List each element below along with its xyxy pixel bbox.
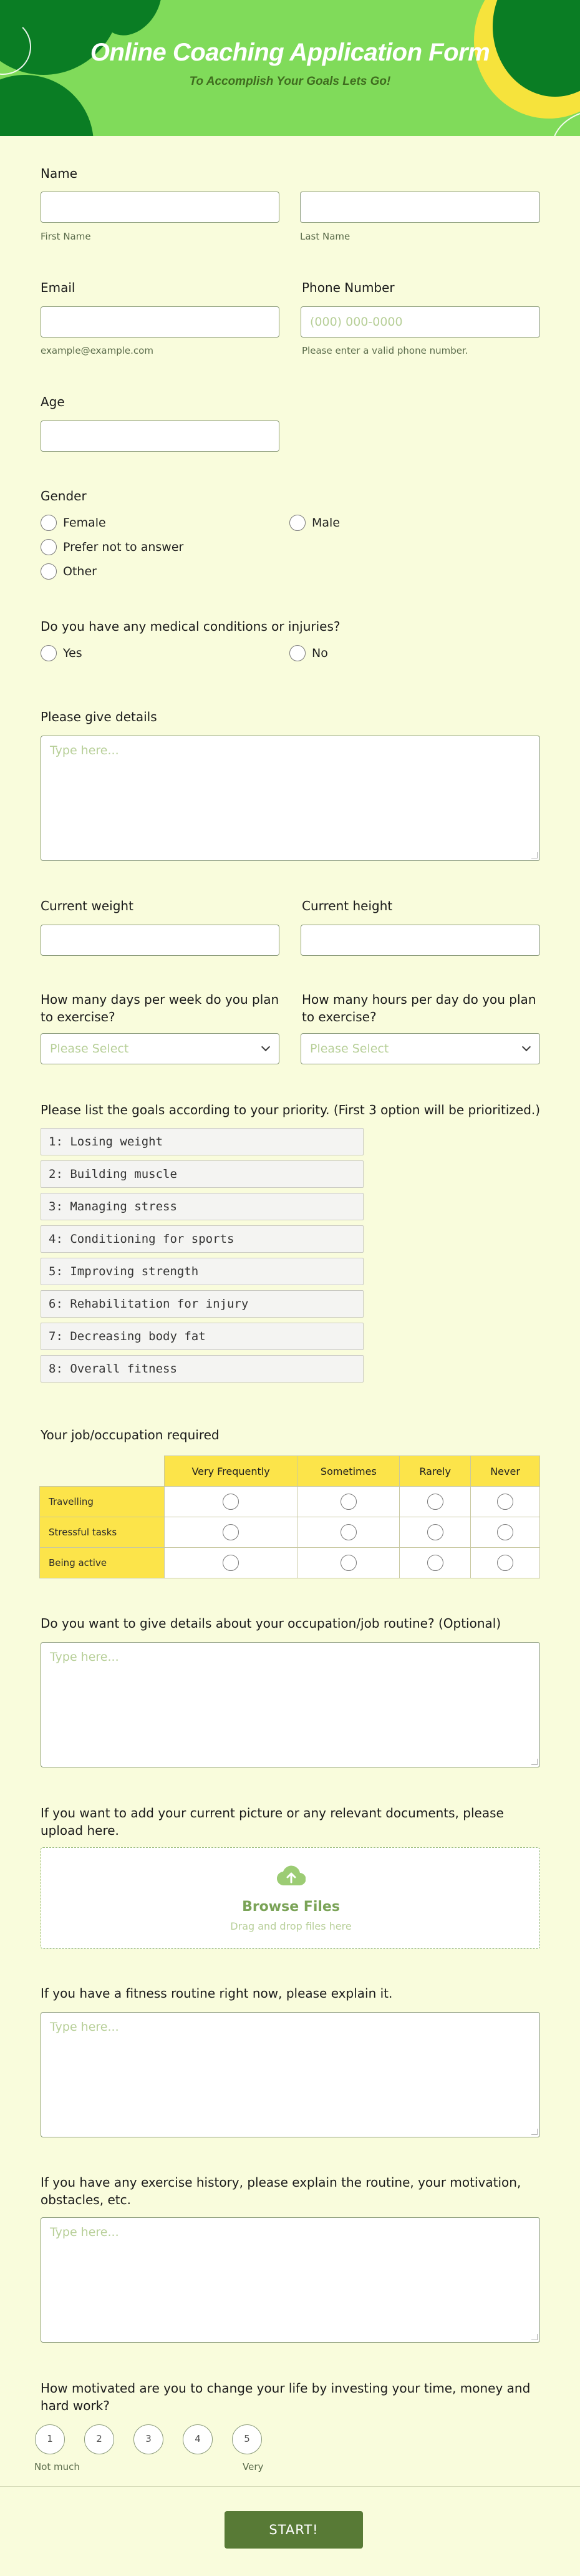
occupation-details-label: Do you want to give details about your occupation/job routine? (Optional)	[41, 1616, 501, 1631]
details-label: Please give details	[41, 709, 157, 724]
matrix-row	[40, 1548, 540, 1578]
gender-option-prefer-not[interactable]	[41, 538, 183, 556]
name-label: Name	[41, 166, 78, 181]
weight-input[interactable]	[41, 925, 279, 956]
matrix-radio[interactable]	[223, 1555, 239, 1571]
age-label: Age	[41, 394, 65, 409]
textarea-placeholder: Type here...	[50, 1650, 119, 1664]
scale-option-2[interactable]: 2	[84, 2424, 114, 2454]
start-button[interactable]: START!	[225, 2511, 363, 2549]
matrix-radio[interactable]	[341, 1524, 357, 1540]
select-placeholder: Please Select	[310, 1042, 389, 1056]
scale-option-3[interactable]: 3	[133, 2424, 163, 2454]
job-matrix	[39, 1456, 540, 1578]
matrix-column-header: Sometimes	[297, 1456, 400, 1487]
gender-option-other[interactable]	[41, 563, 97, 580]
radio-button[interactable]	[41, 515, 57, 531]
chevron-down-icon	[522, 1043, 531, 1051]
goal-item[interactable]: 7: Decreasing body fat	[41, 1323, 364, 1350]
scale-high-note: Very	[243, 2461, 264, 2472]
email-label: Email	[41, 280, 75, 295]
gender-option-female[interactable]	[41, 514, 106, 532]
matrix-radio[interactable]	[497, 1555, 513, 1571]
details-textarea[interactable]	[41, 736, 540, 861]
radio-button[interactable]	[289, 515, 306, 531]
medical-option-no[interactable]	[289, 644, 328, 662]
hours-label: How many hours per day do you plan to exercise?	[302, 992, 536, 1024]
goal-item[interactable]: 1: Losing weight	[41, 1128, 364, 1155]
footer-divider	[0, 2486, 580, 2487]
email-input[interactable]	[41, 306, 279, 338]
last-name-input[interactable]	[300, 192, 540, 223]
matrix-radio[interactable]	[427, 1555, 443, 1571]
phone-input[interactable]: (000) 000-0000	[301, 306, 540, 338]
radio-label: Other	[63, 565, 97, 578]
history-label: If you have any exercise history, please explain the routine, your motivation, obstacles, etc.	[41, 2175, 521, 2207]
days-label: How many days per week do you plan to exercise?	[41, 992, 279, 1024]
radio-button[interactable]	[41, 645, 57, 661]
medical-label: Do you have any medical conditions or injuries?	[41, 619, 341, 634]
radio-label: No	[312, 646, 328, 660]
browse-files-label[interactable]: Browse Files	[242, 1899, 340, 1915]
days-select[interactable]	[41, 1033, 279, 1064]
matrix-header-row	[40, 1456, 540, 1487]
phone-label: Phone Number	[302, 280, 395, 295]
radio-label: Female	[63, 516, 106, 530]
goal-item[interactable]: 5: Improving strength	[41, 1258, 364, 1285]
chevron-down-icon	[261, 1043, 270, 1051]
gender-option-male[interactable]	[289, 514, 340, 532]
matrix-radio[interactable]	[497, 1524, 513, 1540]
routine-textarea[interactable]	[41, 2012, 540, 2137]
scale-option-1[interactable]: 1	[35, 2424, 65, 2454]
matrix-row-label: Travelling	[40, 1487, 165, 1517]
cloud-upload-icon	[277, 1865, 306, 1887]
matrix-radio[interactable]	[341, 1555, 357, 1571]
matrix-radio[interactable]	[223, 1524, 239, 1540]
form-header	[0, 0, 580, 136]
resize-handle[interactable]	[531, 2334, 538, 2340]
select-placeholder: Please Select	[50, 1042, 129, 1056]
textarea-placeholder: Type here...	[50, 744, 119, 757]
radio-button[interactable]	[41, 563, 57, 580]
goal-item[interactable]: 4: Conditioning for sports	[41, 1225, 364, 1253]
first-name-input[interactable]	[41, 192, 279, 223]
file-upload-dropzone[interactable]	[41, 1847, 540, 1949]
email-sublabel: example@example.com	[41, 345, 153, 356]
scale-option-5[interactable]: 5	[232, 2424, 262, 2454]
radio-button[interactable]	[41, 539, 57, 555]
goal-item[interactable]: 6: Rehabilitation for injury	[41, 1290, 364, 1318]
form-subtitle: To Accomplish Your Goals Lets Go!	[189, 75, 391, 88]
resize-handle[interactable]	[531, 2129, 538, 2135]
scale-option-4[interactable]: 4	[183, 2424, 213, 2454]
matrix-radio[interactable]	[427, 1524, 443, 1540]
hours-select[interactable]	[301, 1033, 540, 1064]
resize-handle[interactable]	[531, 852, 538, 858]
height-label: Current height	[302, 898, 393, 913]
form-title: Online Coaching Application Form	[90, 39, 490, 66]
goal-item[interactable]: 8: Overall fitness	[41, 1355, 364, 1383]
matrix-column-header: Rarely	[400, 1456, 471, 1487]
gender-label: Gender	[41, 488, 87, 503]
radio-label: Male	[312, 516, 341, 530]
goal-item[interactable]: 3: Managing stress	[41, 1193, 364, 1220]
occupation-details-textarea[interactable]	[41, 1642, 540, 1767]
matrix-row-label: Stressful tasks	[40, 1517, 165, 1548]
matrix-row-label: Being active	[40, 1548, 165, 1578]
matrix-radio[interactable]	[341, 1494, 357, 1510]
weight-label: Current weight	[41, 898, 133, 913]
height-input[interactable]	[301, 925, 540, 956]
matrix-radio[interactable]	[223, 1494, 239, 1510]
radio-label: Prefer not to answer	[63, 540, 184, 554]
first-name-sublabel: First Name	[41, 231, 91, 242]
radio-label: Yes	[63, 646, 82, 660]
matrix-row	[40, 1517, 540, 1548]
age-input[interactable]	[41, 420, 279, 452]
medical-option-yes[interactable]	[41, 644, 82, 662]
scale-low-note: Not much	[34, 2461, 80, 2472]
motivation-label: How motivated are you to change your life by investing your time, money and hard work?	[41, 2381, 531, 2413]
matrix-corner	[40, 1456, 165, 1487]
goal-item[interactable]: 2: Building muscle	[41, 1160, 364, 1188]
radio-button[interactable]	[289, 645, 306, 661]
textarea-placeholder: Type here...	[50, 2225, 119, 2239]
drag-drop-hint: Drag and drop files here	[230, 1920, 352, 1932]
goals-label: Please list the goals according to your priority. (First 3 option will be prioritized.)	[41, 1102, 541, 1117]
routine-label: If you have a fitness routine right now, please explain it.	[41, 1986, 393, 2001]
phone-sublabel: Please enter a valid phone number.	[302, 345, 468, 356]
matrix-radio[interactable]	[497, 1494, 513, 1510]
matrix-column-header: Never	[471, 1456, 540, 1487]
history-textarea[interactable]	[41, 2217, 540, 2343]
textarea-placeholder: Type here...	[50, 2020, 119, 2034]
matrix-row	[40, 1487, 540, 1517]
matrix-radio[interactable]	[427, 1494, 443, 1510]
matrix-column-header: Very Frequently	[164, 1456, 297, 1487]
upload-label: If you want to add your current picture or any relevant documents, please upload here.	[41, 1806, 504, 1838]
job-label: Your job/occupation required	[41, 1427, 220, 1442]
resize-handle[interactable]	[531, 1759, 538, 1765]
last-name-sublabel: Last Name	[300, 231, 350, 242]
